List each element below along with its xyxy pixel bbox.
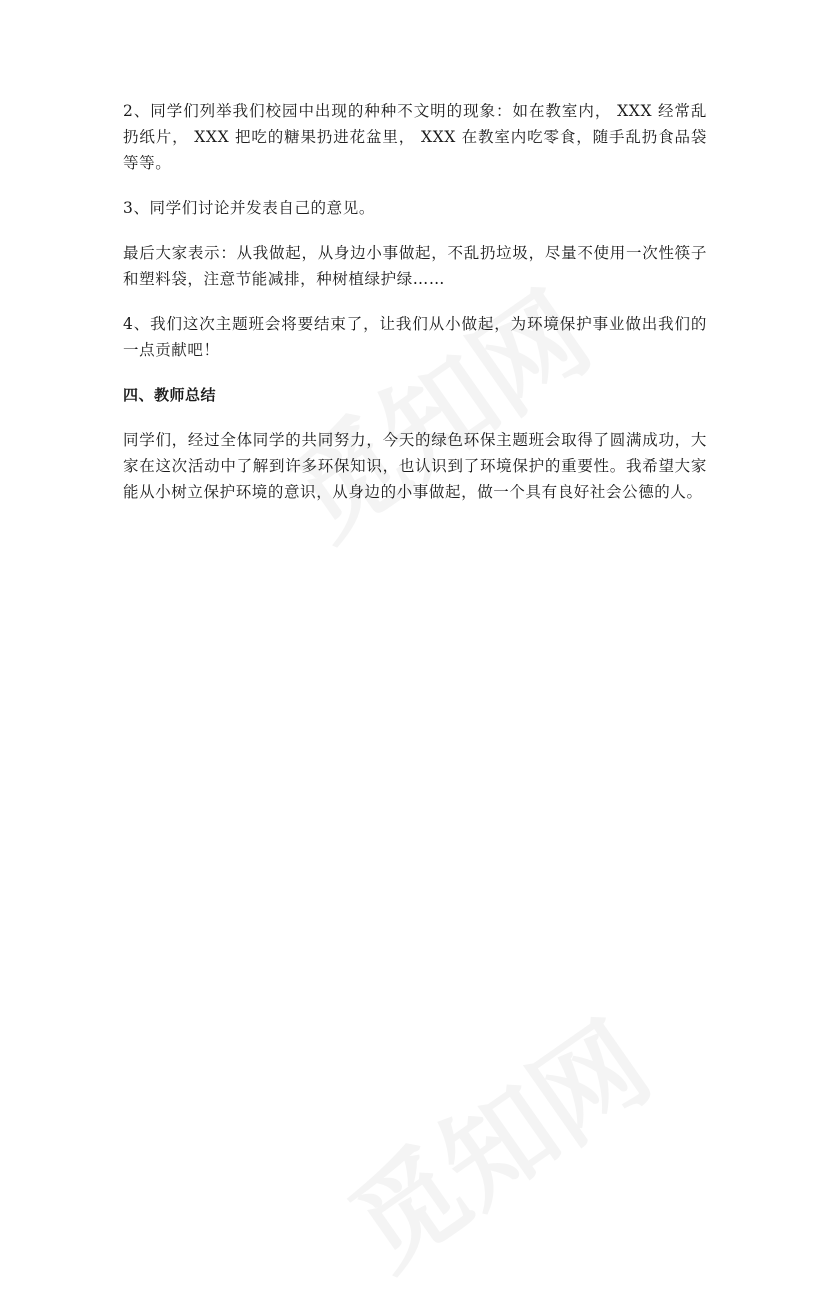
document-body <box>123 98 707 524</box>
paragraph-item-2: 2、同学们列举我们校园中出现的种种不文明的现象：如在教室内， XXX 经常乱扔纸片， XXX 把吃的糖果扔进花盆里， XXX 在教室内吃零食，随手乱扔食品袋等等。 <box>123 102 707 172</box>
watermark <box>315 980 676 1298</box>
paragraph-conclusion: 最后大家表示：从我做起，从身边小事做起，不乱扔垃圾，尽量不使用一次性筷子和塑料袋，注意节能减排，种树植绿护绿…… <box>123 244 707 288</box>
paragraph-item-3: 3、同学们讨论并发表自己的意见。 <box>123 199 375 217</box>
teacher-summary-paragraph: 同学们，经过全体同学的共同努力，今天的绿色环保主题班会取得了圆满成功，大家在这次活动中了解到许多环保知识，也认识到了环境保护的重要性。我希望大家能从小树立保护环境的意识，从身边的小事做起，做一个具有良好社会公德的人。 <box>123 431 707 501</box>
section-heading: 四、教师总结 <box>123 386 217 404</box>
paragraph-item-4: 4、我们这次主题班会将要结束了，让我们从小做起，为环境保护事业做出我们的一点贡献吧！ <box>123 315 707 359</box>
